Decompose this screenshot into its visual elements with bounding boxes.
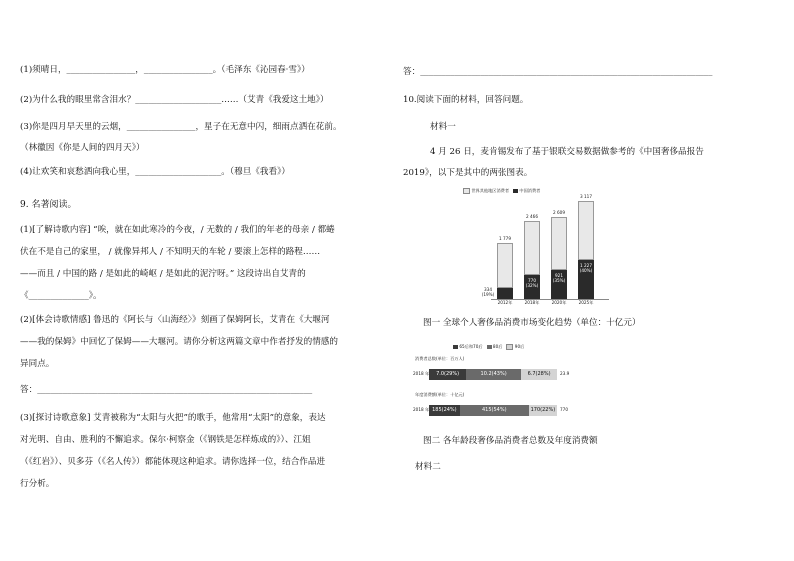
china-label-2: 921 (35%) xyxy=(552,272,566,283)
question-3-line1: (3)你是四月早天里的云烟，________________，星子在无意中闪，细雨点洒在花前。 xyxy=(20,122,342,132)
china-label-0: 334 (19%) xyxy=(481,287,495,298)
group-2-bar xyxy=(429,405,557,416)
legend-label-rest: 世界其他地区消费者 xyxy=(471,188,510,193)
group-1-row-label: 2018 年 xyxy=(413,371,430,376)
group-2-segment-2: 170(22%) xyxy=(529,405,557,416)
china-label-3: 1 227 (40%) xyxy=(579,263,593,274)
figure-2-caption: 图二 各年龄段奢侈品消费者总数及年度消费额 xyxy=(423,436,598,446)
passage-3-line2: 对光明、自由、胜利的不懈追求。保尔·柯察金（《钢铁是怎样炼成的》）、江姐 xyxy=(20,435,311,445)
chart-2-legend xyxy=(453,344,524,350)
passage-2-line3: 异同点。 xyxy=(20,359,55,369)
legend-label-80: 80后 xyxy=(492,344,503,349)
passage-2-line2: ——我的保姆》中回忆了保姆——大堰河。请你分析这两篇文章中作者抒发的情感的 xyxy=(20,337,338,347)
question-3-line2: （林徽因《你是人间的四月天》） xyxy=(20,143,145,153)
answer-line-left: 答：________________________________________________________________ xyxy=(20,385,313,395)
chart-2-age-groups xyxy=(413,342,583,422)
group-2-segment-1: 415(54%) xyxy=(460,405,529,416)
chart-1-baseline xyxy=(491,299,609,300)
group-2-total: 770 xyxy=(560,407,568,412)
total-label-0: 1 779 xyxy=(499,235,511,241)
category-label-1: 2018年 xyxy=(524,300,540,305)
bar-china-0 xyxy=(497,288,513,299)
total-label-3: 3 117 xyxy=(580,193,592,199)
bar-total-2 xyxy=(551,217,567,270)
question-10: 10.阅读下面的材料，回答问题。 xyxy=(403,95,529,105)
category-label-2: 2020年 xyxy=(551,300,567,305)
figure-1-caption: 图一 全球个人奢侈品消费市场变化趋势（单位：十亿元） xyxy=(423,318,641,328)
bar-total-0 xyxy=(497,243,513,289)
total-label-2: 2 609 xyxy=(553,209,565,215)
group-2-segment-0: 185(24%) xyxy=(429,405,460,416)
group-2-row-label: 2018 年 xyxy=(413,407,430,412)
bar-total-3 xyxy=(578,201,594,261)
group-1-total: 23.9 xyxy=(560,371,570,376)
intro-line2: 2019》，以下是其中的两张图表。 xyxy=(403,168,533,178)
group-1-segment-0: 7.0(29%) xyxy=(429,369,466,380)
group-1-segment-2: 6.7(28%) xyxy=(521,369,557,380)
answer-line-right: 答：____________________________________________________________________ xyxy=(403,67,713,77)
group-1-title: 消费者总数(单位：百万人) xyxy=(415,356,465,361)
chart-1-plot xyxy=(463,186,613,306)
passage-2-line1: (2)[体会诗歌情感] 鲁迅的《阿长与〈山海经〉》刻画了保姆阿长，艾青在《大堰河 xyxy=(20,315,330,325)
category-label-3: 2025年 xyxy=(578,300,594,305)
material-2-title: 材料二 xyxy=(415,462,441,472)
material-1-title: 材料一 xyxy=(430,122,456,132)
passage-1-line2: 伏在不是自己的家里， / 就像异邦人 / 不知明天的车轮 / 要滚上怎样的路程…… xyxy=(20,247,321,257)
china-label-1: 770 (32%) xyxy=(525,277,539,288)
category-label-0: 2012年 xyxy=(497,300,513,305)
group-2-title: 年度消费额(单位：十亿元) xyxy=(415,392,465,397)
legend-label-cn: 中国消费者 xyxy=(519,188,541,193)
legend-swatch-6570 xyxy=(453,345,458,349)
group-1-segment-1: 10.2(43%) xyxy=(466,369,521,380)
question-2: (2)为什么我的眼里常含泪水？____________________……（艾青《我爱这土地》） xyxy=(20,95,329,105)
legend-swatch-80 xyxy=(487,345,492,349)
question-1: (1)须晴日，________________，________________。（毛泽东《沁园春·雪》） xyxy=(20,65,310,75)
passage-3-line4: 行分析。 xyxy=(20,479,55,489)
total-label-1: 2 466 xyxy=(526,214,538,220)
bar-total-1 xyxy=(524,221,540,275)
passage-3-line1: (3)[探讨诗歌意象] 艾青被称为“太阳与火把”的歌手，他常用“太阳”的意象，表达 xyxy=(20,413,326,423)
chart-1-market-trend xyxy=(463,186,613,306)
legend-label-6570: 65后和70后 xyxy=(459,344,483,349)
legend-label-90: 90后 xyxy=(514,344,525,349)
legend-swatch-90 xyxy=(506,344,513,350)
group-1-bar xyxy=(429,369,557,380)
passage-3-line3: （《红岩》）、贝多芬（《名人传》）都能体现这种追求。请你选择一位，结合作品进 xyxy=(20,457,326,467)
intro-line1: 4 月 26 日，麦肯锡发布了基于银联交易数据做参考的《中国奢侈品报告 xyxy=(430,147,704,157)
question-4: (4)让欢笑和哀愁洒向我心里，____________________。（穆旦《我看》） xyxy=(20,167,290,177)
passage-1-line4: 《______________》。 xyxy=(20,291,102,301)
passage-1-line1: (1)[了解诗歌内容] “唉，就在如此寒冷的今夜，/ 无数的 / 我们的年老的母亲 / 都蜷 xyxy=(20,225,335,235)
section-9-title: 9. 名著阅读。 xyxy=(20,200,77,210)
passage-1-line3: ——而且 / 中国的路 / 是如此的崎岖 / 是如此的泥泞呀。” 这段诗出自艾青的 xyxy=(20,269,306,279)
